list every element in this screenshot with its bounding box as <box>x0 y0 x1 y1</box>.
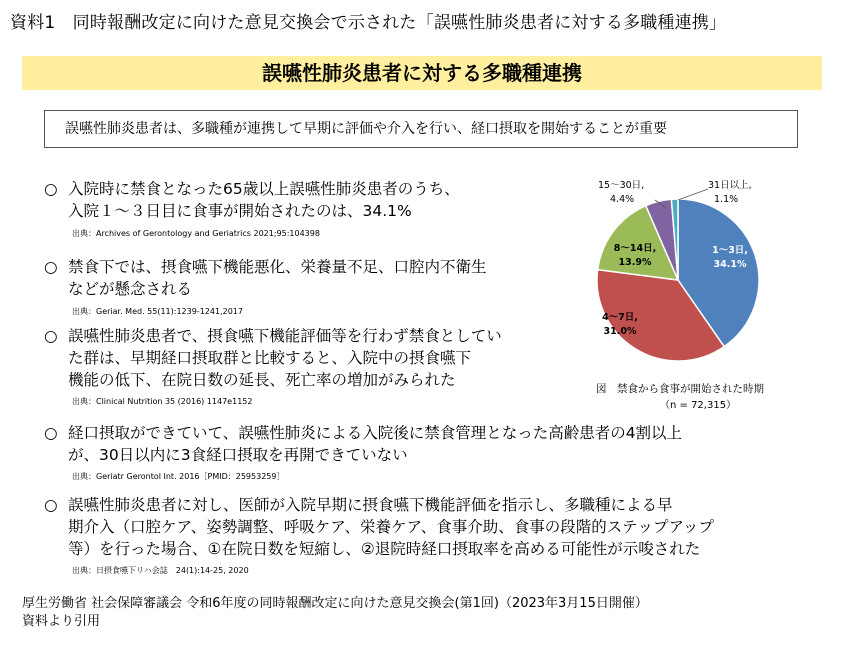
bullet-text <box>68 256 487 300</box>
bullet-line: 禁食下では、摂食嚥下機能悪化、栄養量不足、口腔内不衛生 <box>68 258 487 276</box>
bullet-line: 入院時に禁食となった65歳以上誤嚥性肺炎患者のうち、 <box>68 180 460 198</box>
pie-value-label: 34.1% <box>713 259 747 270</box>
bullet-line: 入院１〜３日目に食事が開始されたのは、34.1% <box>68 202 412 220</box>
banner-title: 誤嚥性肺炎患者に対する多職種連携 <box>262 61 582 85</box>
footer-line: 資料より引用 <box>22 614 101 629</box>
title-banner <box>22 56 822 90</box>
pie-value-label: 13.9% <box>618 257 652 268</box>
pie-label: 8〜14日, <box>613 243 657 254</box>
bullet-source: 出典：Archives of Gerontology and Geriatrics 2021;95:104398 <box>72 229 320 238</box>
circle-bullet-icon: ○ <box>44 180 58 198</box>
footer-line: 厚生労働省 社会保障審議会 令和6年度の同時報酬改定に向けた意見交換会(第1回)（2023年3月15日開催） <box>22 596 648 611</box>
pie-label: 31日以上, <box>708 180 752 191</box>
bullet-source: 出典：Clinical Nutrition 35 (2016) 1147e1152 <box>72 397 253 406</box>
bullet-line: た群は、早期経口摂取群と比較すると、入院中の摂食嚥下 <box>68 349 472 367</box>
summary-box <box>44 110 798 148</box>
pie-value-label: 31.0% <box>603 326 637 337</box>
pie-label: 1〜3日, <box>712 245 748 256</box>
bullet-line: 経口摂取ができていて、誤嚥性肺炎による入院後に禁食管理となった高齢患者の4割以上 <box>68 424 683 442</box>
circle-bullet-icon: ○ <box>44 327 58 345</box>
pie-label: 15〜30日, <box>598 180 645 191</box>
bullet-line: 誤嚥性肺炎患者で、摂食嚥下機能評価等を行わず禁食としてい <box>68 327 502 345</box>
bullet-line: などが懸念される <box>68 280 193 298</box>
bullet-line: 等）を行った場合、①在院日数を短縮し、②退院時経口摂取率を高める可能性が示唆された <box>68 540 701 558</box>
bullet-text <box>68 422 682 466</box>
summary-text: 誤嚥性肺炎患者は、多職種が連携して早期に評価や介入を行い、経口摂取を開始することが重要 <box>65 121 667 137</box>
circle-bullet-icon: ○ <box>44 424 58 442</box>
bullet-line: 期介入（口腔ケア、姿勢調整、呼吸ケア、栄養ケア、食事介助、食事の段階的ステップアップ <box>68 518 714 536</box>
page-title: 資料1 同時報酬改定に向けた意見交換会で示された「誤嚥性肺炎患者に対する多職種連携」 <box>10 13 727 33</box>
bullet-text <box>68 178 460 222</box>
bullet-line: 機能の低下、在院日数の延長、死亡率の増加がみられた <box>68 371 456 389</box>
footer-citation <box>22 595 648 631</box>
bullet-source: 出典：Geriatr Gerontol Int. 2016［PMID：25953259］ <box>72 472 285 481</box>
chart-sample-size: （n = 72,315） <box>660 400 737 411</box>
pie-label: 4〜7日, <box>602 312 638 323</box>
bullet-source: 出典：日摂食嚥下リハ会誌 24(1):14-25, 2020 <box>72 566 249 575</box>
bullet-text <box>68 325 502 391</box>
chart-caption: 図 禁食から食事が開始された時期 <box>596 383 764 395</box>
circle-bullet-icon: ○ <box>44 258 58 276</box>
pie-chart <box>590 175 840 405</box>
bullet-text <box>68 494 714 560</box>
pie-value-label: 1.1% <box>714 194 739 205</box>
pie-value-label: 4.4% <box>610 194 635 205</box>
bullet-source: 出典：Geriar. Med. 55(11):1239-1241,2017 <box>72 307 243 316</box>
circle-bullet-icon: ○ <box>44 496 58 514</box>
bullet-line: 誤嚥性肺炎患者に対し、医師が入院早期に摂食嚥下機能評価を指示し、多職種による早 <box>68 496 673 514</box>
leader-line <box>678 189 708 200</box>
bullet-line: が、30日以内に3食経口摂取を再開できていない <box>68 446 408 464</box>
